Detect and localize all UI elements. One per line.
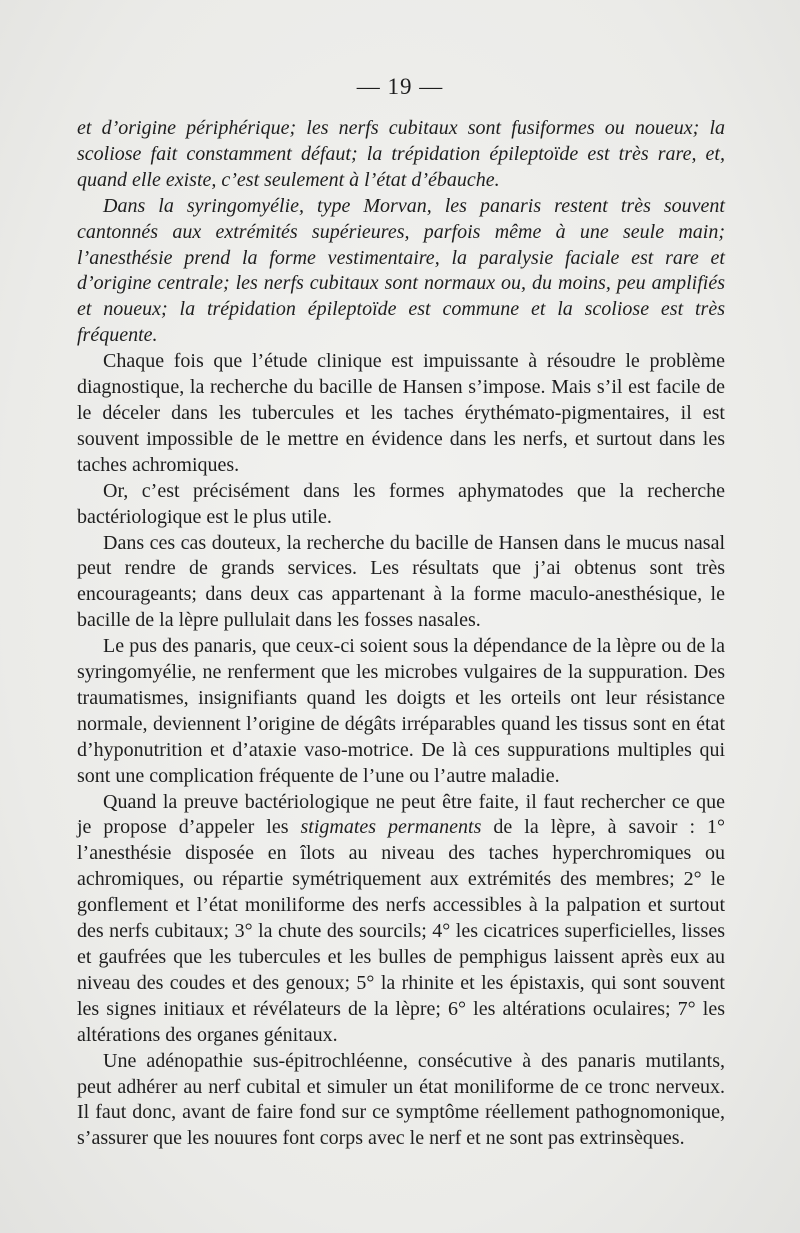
page-body (77, 116, 725, 1152)
stigmates-text-before: Quand la preuve bactériologique ne peut être faite, il faut rechercher ce que je propose d’appeler les (77, 790, 725, 839)
italic-paragraph-continuation: et d’origine périphérique; les nerfs cubitaux sont fusiformes ou noueux; la scoliose fait constamment défaut; la trépidation épileptoïde est très rare, et, quand elle existe, c’est seulement à l’état d’ébauche. (77, 117, 725, 191)
paragraph-nasal-mucus: Dans ces cas douteux, la recherche du bacille de Hansen dans le mucus nasal peut rendre de grands services. Les résultats que j’ai obtenus sont très encourageants; dans deux cas appartenant à la forme maculo-anesthésique, le bacille de la lèpre pullulait dans les fosses nasales. (77, 531, 725, 632)
page-number: — 19 — (356, 74, 444, 99)
paragraph-panaris-pus: Le pus des panaris, que ceux-ci soient sous la dépendance de la lèpre ou de la syringomyélie, ne renferment que les microbes vulgaires de la suppuration. Des traumatismes, insignifiants quand les doigts et les orteils ont leur résistance normale, deviennent l’origine de dégâts irréparables quand les tissus sont en état d’hyponutrition et d’ataxie vaso-motrice. De là ces suppurations multiples qui sont une complication fréquente de l’une ou l’autre maladie. (77, 635, 725, 787)
stigmates-text-after: de la lèpre, à savoir : 1° l’anesthésie disposée en îlots au niveau des taches hyperchromiques ou achromiques, ou répartie symétriquement aux extrémités des membres; 2° le gonflement et l’état moniliforme des nerfs accessibles à la palpation et surtout des nerfs cubitaux; 3° la chute des sourcils; 4° les cicatrices superficielles, lisses et gaufrées que les tubercules et les bulles de pemphigus laissent après eux au niveau des coudes et des genoux; 5° la rhinite et les épistaxis, qui sont souvent les signes initiaux et révélateurs de la lèpre; 6° les altérations oculaires; 7° les altérations des organes génitaux. (77, 816, 725, 1046)
italic-summary-block (77, 116, 725, 349)
stigmates-emphasis: stigmates permanents (300, 816, 482, 839)
paragraph-stigmates (77, 790, 725, 1049)
italic-paragraph-syringomyelia: Dans la syringomyélie, type Morvan, les panaris restent très souvent cantonnés aux extrémités supérieures, parfois même à une seule main; l’anesthésie prend la forme vestimentaire, la paralysie faciale est rare et d’origine centrale; les nerfs cubitaux sont normaux ou, du moins, peu amplifiés et noueux; la trépidation épileptoïde est commune et la scoliose est très fréquente. (77, 194, 725, 347)
paragraph-diagnostic: Chaque fois que l’étude clinique est impuissante à résoudre le problème diagnostique, la recherche du bacille de Hansen s’impose. Mais s’il est facile de le déceler dans les tubercules et les taches érythémato-pigmentaires, il est souvent impossible de le mettre en évidence dans les nerfs, et surtout dans les taches achromiques. (77, 350, 725, 476)
paragraph-aphymatodes: Or, c’est précisément dans les formes aphymatodes que la recherche bactériologique est le plus utile. (77, 479, 725, 528)
paragraph-adenopathie: Une adénopathie sus-épitrochléenne, consécutive à des panaris mutilants, peut adhérer au nerf cubital et simuler un état moniliforme de ce tronc nerveux. Il faut donc, avant de faire fond sur ce symptôme réellement pathognomonique, s’assurer que les nouures font corps avec le nerf et ne sont pas extrinsèques. (77, 1049, 725, 1150)
